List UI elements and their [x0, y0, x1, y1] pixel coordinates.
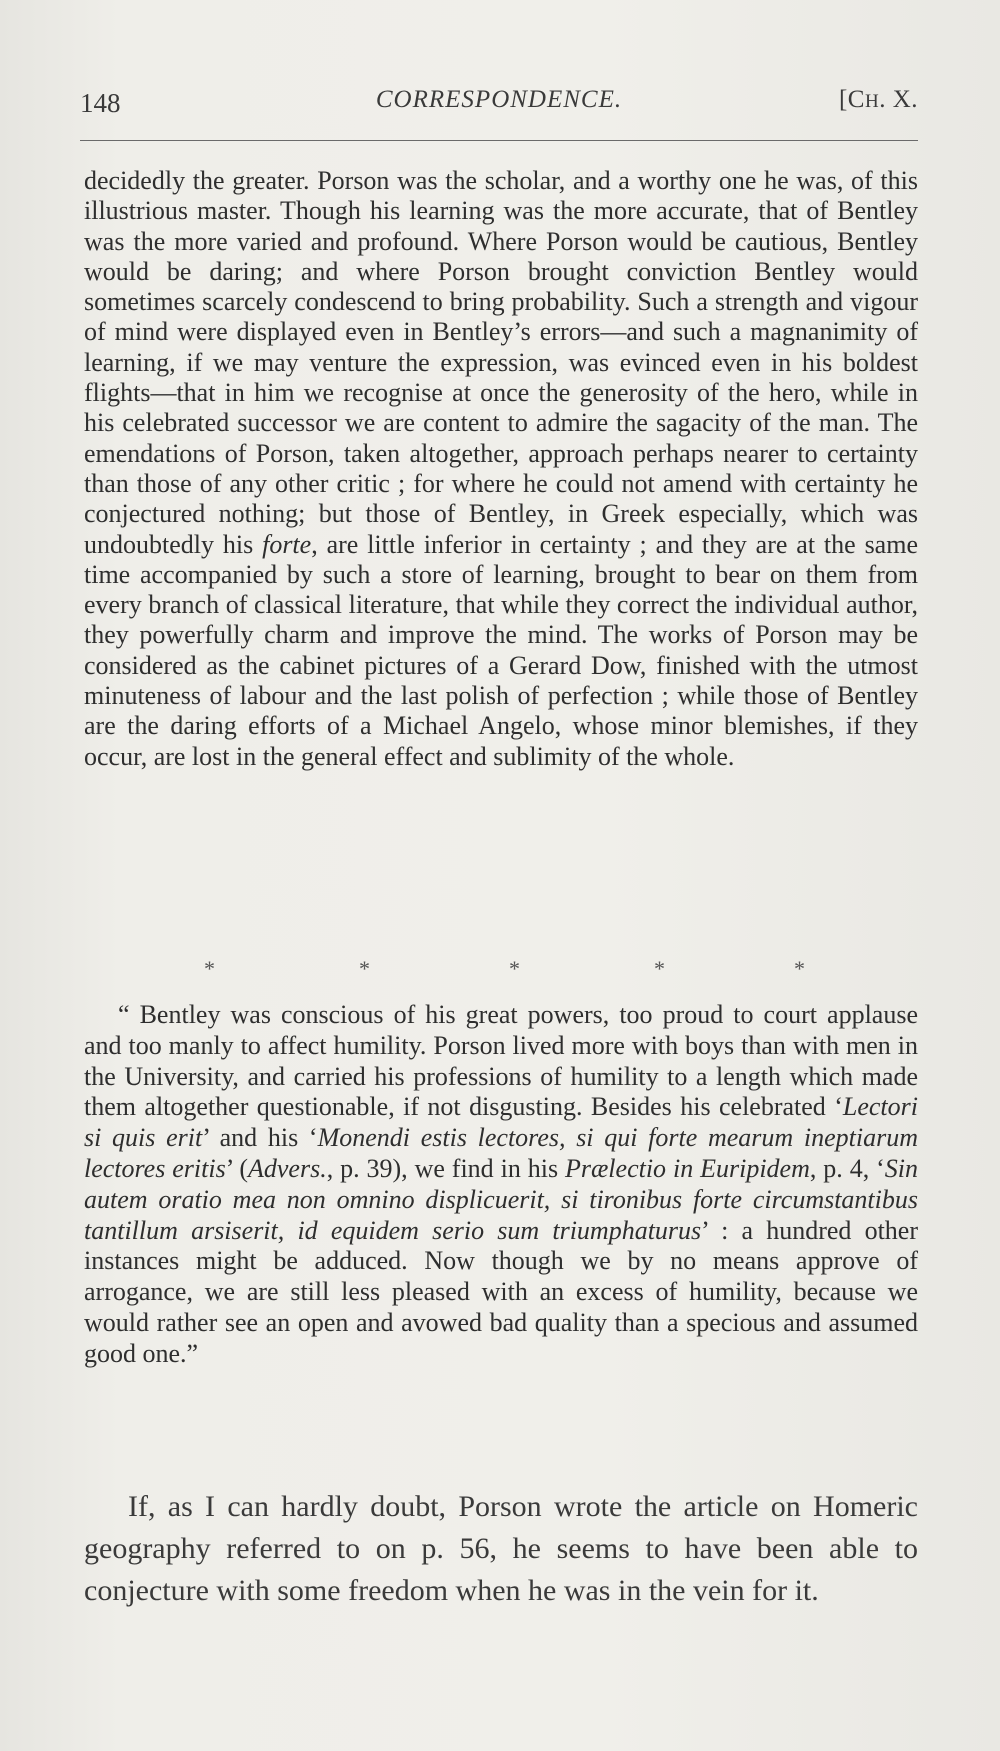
quote-text: ’ ( [225, 1153, 248, 1183]
chapter-reference [839, 86, 918, 114]
quote-text: , p. 39), we find in his [326, 1153, 565, 1183]
quote-text: ’ and his ‘ [202, 1123, 318, 1153]
separator-star: * [204, 956, 215, 981]
separator-star: * [359, 956, 370, 981]
quote-latin: Sin autem oratio mea non omnino displicuerit, si tironibus forte circumstantibus tantillum arsiserit, id equidem serio sum triumphaturus [84, 1153, 918, 1245]
chapter-number: . X. [879, 86, 918, 113]
main-paragraph [84, 166, 918, 772]
chapter-bracket: [C [838, 86, 865, 113]
quote-paragraph [84, 1000, 918, 1370]
running-title: CORRESPONDENCE. [375, 86, 623, 113]
quote-citation: Advers. [248, 1153, 327, 1183]
running-header [80, 82, 918, 122]
quote-text: , p. 4, ‘ [809, 1153, 885, 1183]
block-quote [84, 1000, 918, 1370]
paragraph-part-1: decidedly the greater. Porson was the scholar, and a worthy one he was, of this illustrious master. Though his learning was the more accurate, that of Bentley was the more varied and profound. Where Porson would be cautious, Bentley would be daring; and where Porson brought conviction Bentley would sometimes scarcely condescend to bring probability. Such a strength and vigour of mind were displayed even in Bentley’s errors—and such a magnanimity of learning, if we may venture the expression, was evinced even in his boldest flights—that in him we recognise at once the generosity of the hero, while in his celebrated successor we are content to admire the sagacity of the man. The emendations of Porson, taken altogether, approach perhaps nearer to certainty than those of any other critic ; for where he could not amend with certainty he conjectured nothing; but those of Bentley, in Greek especially, which was undoubtedly his [84, 166, 918, 559]
separator-star: * [509, 956, 520, 981]
quote-text: ’ : a hundred other instances might be adduced. Now though we by no means approve of arrogance, we are still less pleased with an excess of humility, because we would rather see an open and avowed bad quality than a specious and assumed good one.” [84, 1215, 918, 1368]
quote-latin: Lectori si quis erit [84, 1092, 918, 1153]
paragraph-text [84, 166, 918, 772]
paragraph-part-2: , are little inferior in certainty ; and they are at the same time accompanied by such a store of learning, brought to bear on them from every branch of classical literature, that while they correct the individual author, they powerfully charm and improve the mind. The works of Porson may be considered as the cabinet pictures of a Gerard Dow, finished with the utmost minuteness of labour and the last polish of perfection ; while those of Bentley are the daring efforts of a Michael Angelo, whose minor blemishes, if they occur, are lost in the general effect and sublimity of the whole. [84, 529, 918, 771]
closing-paragraph [84, 1486, 918, 1612]
quote-work-title: Prælectio in Euripidem [564, 1153, 810, 1183]
separator-star: * [654, 956, 665, 981]
quote-latin: Monendi estis lectores, si qui forte mearum ineptiarum lectores eritis [84, 1123, 918, 1183]
closing-text: If, as I can hardly doubt, Porson wrote the article on Homeric geography referred to on p. 56, he seems to have been able to conjecture with some freedom when he was in the vein for it. [84, 1490, 918, 1607]
separator-star: * [794, 956, 805, 981]
quote-text: “ Bentley was conscious of his great powers, too proud to court applause and too manly to affect humility. Porson lived more with boys than with men in the University, and carried his professions of humility to a length which made them altogether questionable, if not disgusting. Besides his celebrated ‘ [84, 1000, 918, 1122]
page-number: 148 [80, 88, 121, 118]
chapter-smallcaps: H [864, 91, 880, 112]
italic-forte: forte [262, 529, 312, 559]
header-rule [80, 140, 918, 141]
section-separator [84, 956, 918, 986]
